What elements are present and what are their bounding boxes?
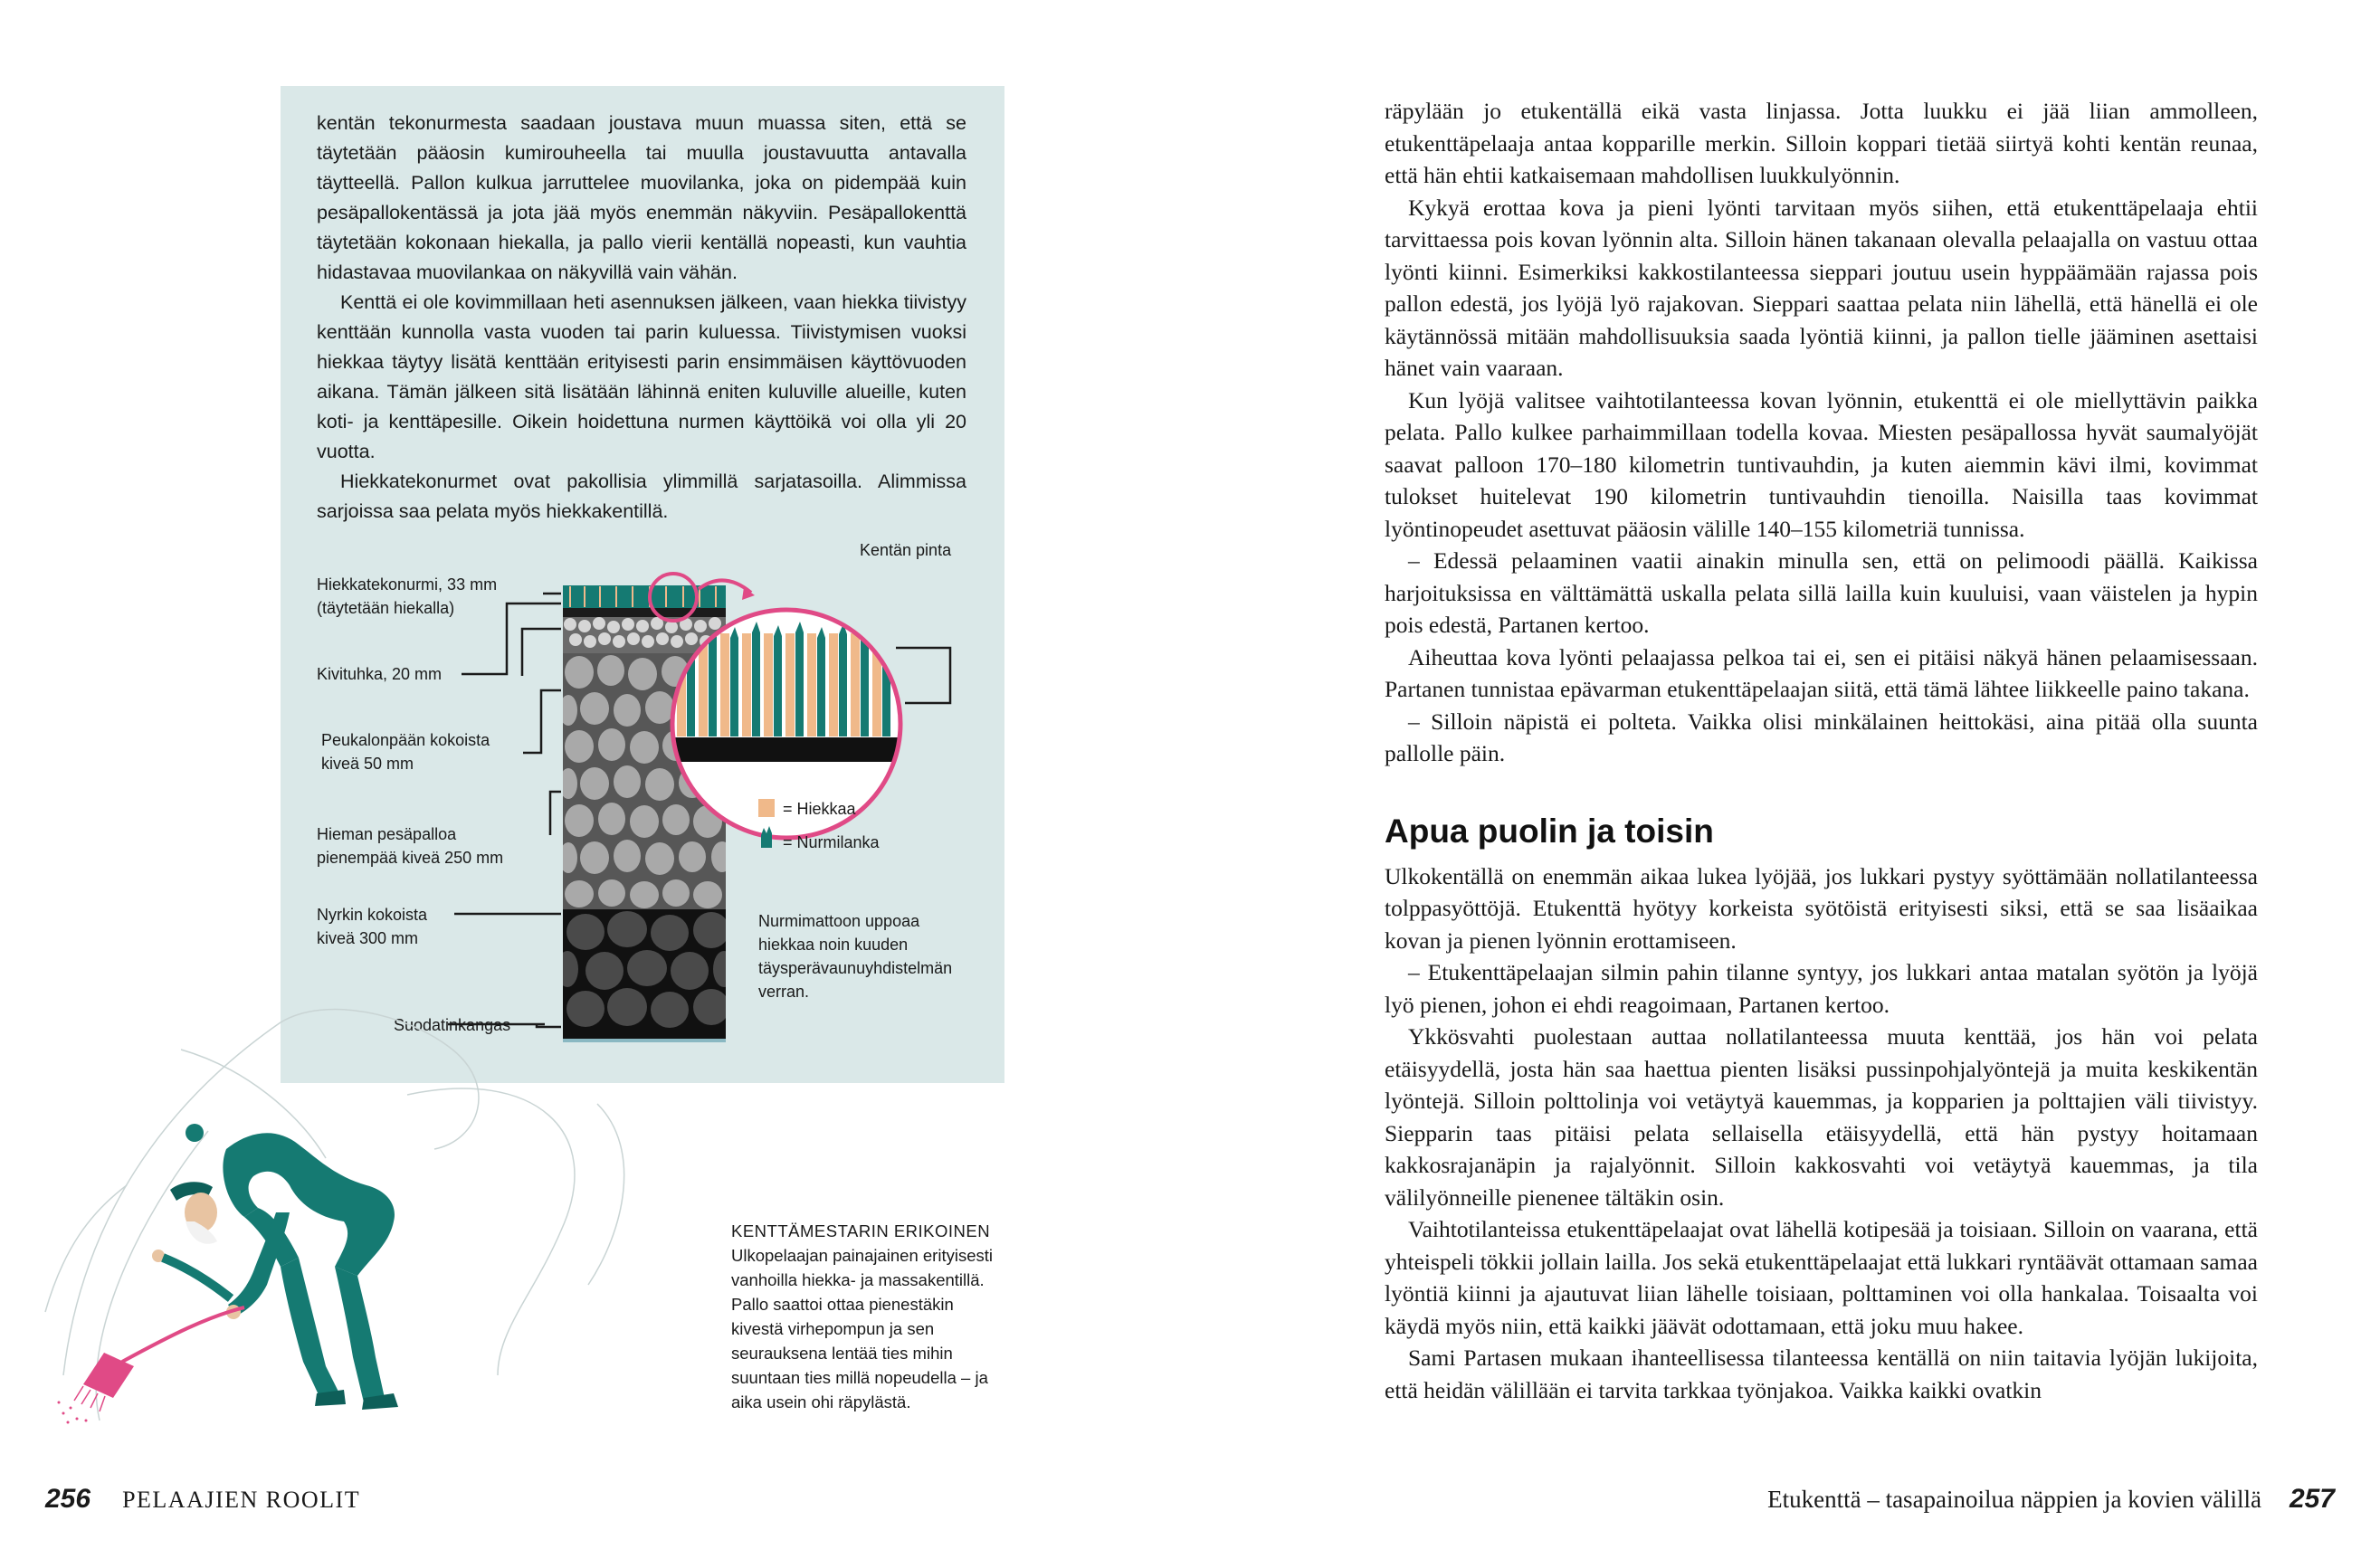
body-paragraph: – Silloin näpistä ei polteta. Vaikka olisi minkälainen heittokäsi, aina pitää olla suunta pallolle päin. bbox=[1385, 708, 2258, 766]
caption-body: Ulkopelaajan painajainen erityisesti vanhoilla hiekka- ja massakentillä. Pallo saattoi ottaa pienestäkin kivestä virhepompun ja sen seurauksena lentää ties mihin suuntaan ties millä nopeudella – ja aika usein ohi räpylästä. bbox=[731, 1246, 993, 1411]
body-paragraph: Kun lyöjä valitsee vaihtotilanteessa kovan lyönnin, etukenttä ei ole miellyttävin paikka pelata. Pallo kulkee parhaimmillaan todella kovaa. Miesten pesäpallossa hyvät saumalyöjät saavat palloon 170–180 kilometrin tuntivauhdin, ja kuten aiemmin kävi ilmi, kovimmat tulokset huitelevat 190 kilometrin tuntivauhdin tienoilla. Naisilla taas kovimmat lyöntinopeudet asettuvat pääosin välille 140–155 kilometriä tunnissa. bbox=[1385, 386, 2258, 542]
body-paragraph: Ykkösvahti puolestaan auttaa nollatilanteessa muuta kenttää, jos hän voi pelata etäisyydellä, josta hän saa haettua pienten lisäksi pussinpohjalyöntejä ja muita keskikentän lyöntejä. Silloin polttolinja voi vetäytyä kauemmas, ja kopparien ja polttajien väli tiivistyy. Siepparin taas pitäisi pelata sellaisella etäisyydellä, että hän pystyy hoitamaan kakkosrajanäpin ja rajalyönnit. Silloin kakkosvahti voi vetäytyä kauemmas, ja tila välilyönneille pienenee tältäkin osin. bbox=[1385, 1023, 2258, 1211]
body-paragraph: Sami Partasen mukaan ihanteellisessa tilanteessa kentällä on niin taitavia lyöjän lukijoita, että heidän välillään ei tarvita tarkkaa työnjakoa. Vaikka kaikki ovatkin bbox=[1385, 1345, 2258, 1403]
right-page-body bbox=[1385, 95, 2258, 1406]
label-artificial-turf: Hiekkatekonurmi, 33 mm (täytetään hiekalla) bbox=[317, 575, 498, 617]
body-paragraph: – Etukenttäpelaajan silmin pahin tilanne syntyy, jos lukkari antaa matalan syötön ja lyöjä lyö pienen, johon ei ehdi reagoimaan, Partanen kertoo. bbox=[1385, 959, 2258, 1018]
info-paragraph: kentän tekonurmesta saadaan joustava muun muassa siten, että se täytetään pääosin kumirouheella tai muulla joustavuutta antavalla täytteellä. Pallon kulkua jarruttelee muovilanka, joka on pidempää kuin pesäpallokentässä ja jota jää myös enemmän näkyviin. Pesäpallokenttä täytetään kokonaan hiekalla, ja pallo vierii kentällä nopeasti, kun vauhtia hidastavaa muovilankaa on näkyvillä vain vähän. bbox=[317, 112, 966, 283]
page-number-right: 257 bbox=[2289, 1484, 2335, 1514]
info-paragraph: Hiekkatekonurmet ovat pakollisia ylimmillä sarjatasoilla. Alimmissa sarjoissa saa pelata myös hiekkakentillä. bbox=[317, 470, 966, 522]
ball-icon bbox=[186, 1124, 204, 1142]
section-heading: Apua puolin ja toisin bbox=[1385, 812, 1714, 850]
body-paragraph: räpylään jo etukentällä eikä vasta linjassa. Jotta luukku ei jää liian ammolleen, etukenttäpelaaja antaa kopparille merkin. Silloin koppari tietää siirtyä kohti kentän reunaa, että hän ehtii katkaisemaan mahdollisen luukkulyönnin. bbox=[1385, 98, 2258, 188]
section-title-left: PELAAJIEN ROOLIT bbox=[122, 1487, 361, 1513]
label-fist-stones: Nyrkin kokoista kiveä 300 mm bbox=[317, 906, 428, 947]
right-footer bbox=[1733, 1484, 2335, 1515]
legend-yarn-label: = Nurmilanka bbox=[783, 833, 880, 851]
label-field-surface: Kentän pinta bbox=[860, 541, 952, 559]
page-number-left: 256 bbox=[45, 1484, 91, 1514]
legend-sand-label: = Hiekkaa bbox=[783, 800, 856, 818]
caption-title: KENTTÄMESTARIN ERIKOINEN bbox=[731, 1221, 991, 1240]
label-small-stones: Hieman pesäpalloa pienempää kiveä 250 mm bbox=[317, 825, 504, 867]
label-filter-fabric: Suodatinkangas bbox=[394, 1016, 511, 1034]
label-stone-dust: Kivituhka, 20 mm bbox=[317, 665, 443, 683]
body-paragraph: – Edessä pelaaminen vaatii ainakin minulla sen, että on pelimoodi päällä. Kaikissa harjoituksissa en välttämättä uskalla pelata sillä lailla kuin kuuluisi, vaan väistelen ja hypin pois edestä, Partanen kertoo. bbox=[1385, 547, 2258, 638]
body-paragraph: Vaihtotilanteissa etukenttäpelaajat ovat lähellä kotipesää ja toisiaan. Silloin on vaarana, että yhteispeli tökkii jollain lailla. Jos sekä etukenttäpelaajat että lukkari ryntäävät ottamaan samaa lyöntiä kiinni ja ajautuvat liian lähelle toisiaan, polttaminen voi olla hankalaa. Toisaalta voi käydä myös niin, että kaikki jäävät odottamaan, että joku muu hakee. bbox=[1385, 1216, 2258, 1339]
body-paragraph: Kykyä erottaa kova ja pieni lyönti tarvitaan myös siihen, että etukenttäpelaaja ehtii tarvittaessa pois kovan lyönnin alta. Silloin hänen takanaan olevalla pelaajalla on vastuu ottaa lyönti kiinni. Esimerkiksi kakkostilanteessa sieppari joutuu usein hyppäämään rajassa pois pallon edestä, jos lyöjä lyö rajakovan. Sieppari saattaa pelata niin lähellä, että hänellä ei ole käytännössä mitään mahdollisuuksia saada lyöntiä kiinni, ja pallon tielle jääminen asettaisi hänet vain vaaraan. bbox=[1385, 194, 2258, 381]
illustration-caption bbox=[731, 1219, 994, 1414]
info-box bbox=[281, 86, 1004, 1083]
diagram-note: Nurmimattoon uppoaa hiekkaa noin kuuden täysperävaunuyhdistelmän verran. bbox=[758, 912, 953, 1001]
info-paragraph: Kenttä ei ole kovimmillaan heti asennuksen jälkeen, vaan hiekka tiivistyy kenttään kunnolla vasta vuoden tai parin kuluessa. Tiivistymisen vuoksi hiekkaa täytyy lisätä kenttään erityisesti parin ensimmäisen käyttövuoden aikana. Tämän jälkeen sitä lisätään lähinnä eniten kuluville alueille, kuten koti- ja kenttäpesille. Oikein hoidettuna nurmen käyttöikä voi olla yli 20 vuotta. bbox=[317, 291, 966, 462]
label-thumb-stones: Peukalonpään kokoista kiveä 50 mm bbox=[321, 731, 490, 773]
groundskeeper-illustration bbox=[27, 995, 715, 1466]
body-paragraph: Ulkokentällä on enemmän aikaa lukea lyöjää, jos lukkari pystyy syöttämään nollatilanteessa tolppasyöttöjä. Etukenttä hyötyy korkeista syötöistä erityisesti siksi, että se saa lisäaikaa kovan ja pienen lyönnin erottamiseen. bbox=[1385, 862, 2258, 954]
legend-sand-swatch bbox=[758, 799, 775, 817]
section-title-right: Etukenttä – tasapainoilua näppien ja kovien välillä bbox=[1767, 1486, 2261, 1513]
left-footer bbox=[45, 1484, 360, 1515]
body-paragraph: Aiheuttaa kova lyönti pelaajassa pelkoa tai ei, sen ei pitäisi näkyä hänen pelaamisessaan. Partanen tunnistaa epävarman etukenttäpelaajan siitä, että tämä lähtee liikkeelle paino takana. bbox=[1385, 643, 2258, 702]
